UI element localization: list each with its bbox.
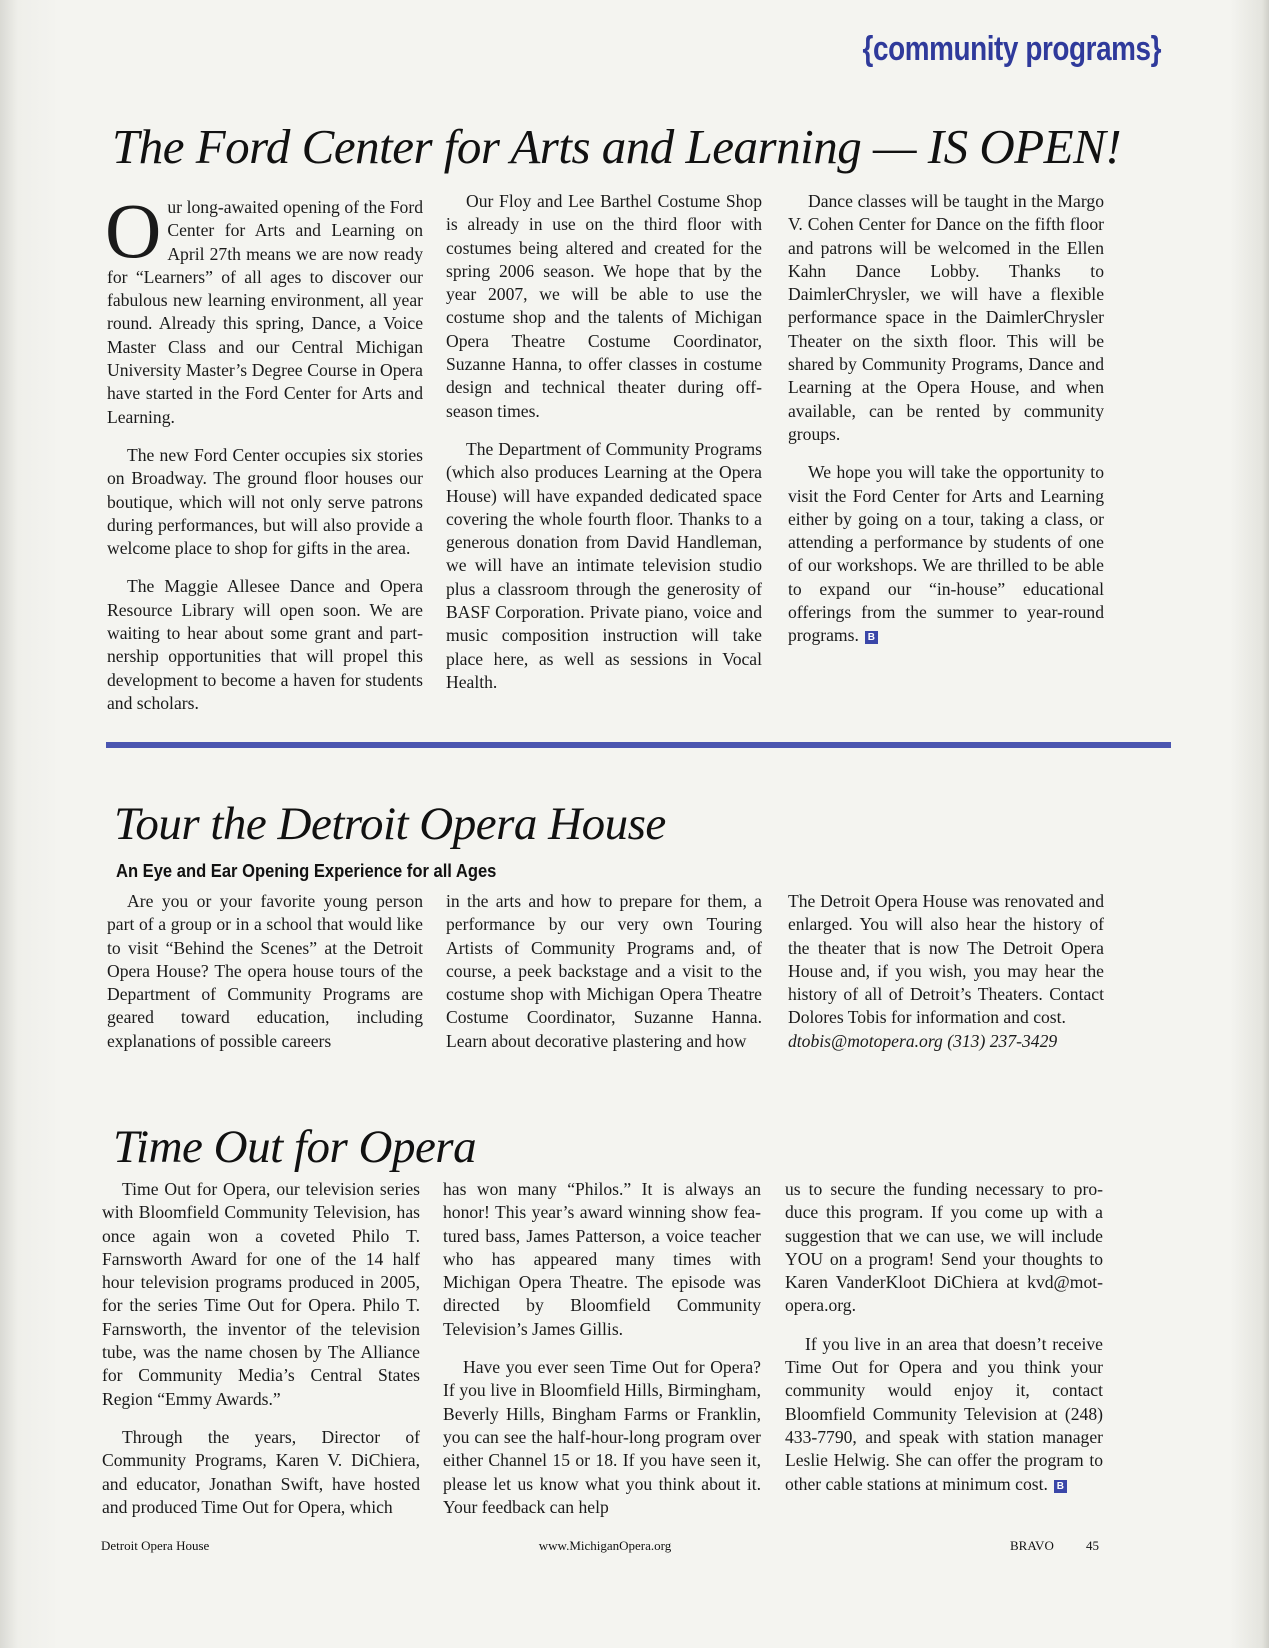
tour-contact: dtobis@motopera.org (313) 237-3429 — [788, 1030, 1058, 1051]
time-column-1 — [102, 1178, 420, 1534]
ford-paragraph-1: Our long-awaited opening of the Ford Center for Arts and Learning on April 27th means we are now ready for “Learners” of all ages to discover our fabulous new learning environment, all year round. Already this spring, Dance, a Voice Master Class and our Central Michigan University Master’s Degree Course in Opera have started in the Ford Center for Arts and Learning. — [105, 187, 423, 427]
time-column-2 — [443, 1178, 761, 1534]
ford-paragraph-2: The new Ford Center occupies six stories on Broadway. The ground floor houses our boutique, which will not only serve patrons during performances, but will also provide a welcome place to shop for gifts in the area. — [107, 444, 423, 559]
tour-paragraph-2: in the arts and how to prepare for them, a performance by our very own Touring Artists of Community Programs and, of course, a peek backstage and a visit to the costume shop with Michigan Opera Theatre Costume Coordinator, Suzanne Hanna. Learn about decorative plastering and how — [446, 891, 762, 1051]
tour-headline: Tour the Detroit Opera House — [114, 798, 666, 850]
section-tag: {community programs} — [862, 30, 1161, 68]
drop-cap: O — [105, 187, 162, 274]
ford-paragraph-7: We hope you will take the opportunity to visit the Ford Center for Arts and Learning either by going on a tour, taking a class, or attending a performance by students of one of our workshops. We are thrilled to be able to expand our “in-house” educational offerings from the summer to year-round programs. B — [788, 462, 1104, 646]
ford-column-3 — [788, 190, 1104, 663]
ford-paragraph-3: The Maggie Allesee Dance and Opera Resource Library will open soon. We are waiting to hear about some grant and partnership opportunities that will propel this development to become a haven for students and scholars. — [107, 576, 423, 713]
time-column-3 — [785, 1178, 1103, 1511]
bravo-end-mark-icon: B — [1054, 1480, 1067, 1493]
ford-column-1 — [105, 187, 423, 730]
ford-paragraph-4: Our Floy and Lee Barthel Costume Shop is already in use on the third floor with costumes being altered and created for the spring 2006 season. We hope that by the year 2007, we will be able to use the costume shop and the talents of Michigan Opera Theatre Costume Coordinator, Suzanne Hanna, to offer classes in costume design and technical theater during off-season times. — [446, 191, 762, 421]
ford-paragraph-5: The Department of Community Programs (which also produces Learning at the Opera House) will have expanded dedicated space covering the whole fourth floor. Thanks to a generous donation from David Handleman, we will have an intimate television studio plus a classroom through the generosity of BASF Corporation. Private piano, voice and music composition instruction will take place here, as well as sessions in Vocal Health. — [446, 438, 762, 692]
time-paragraph-4: Have you ever seen Time Out for Opera? If you live in Bloomfield Hills, Birmingham, Beverly Hills, Bingham Farms or Franklin, you can see the half-hour-long program over either Channel 15 or 18. If you have seen it, please let us know what you think about it. Your feedback can help — [443, 1357, 761, 1517]
tour-column-1 — [107, 890, 423, 1068]
ford-column-2 — [446, 190, 762, 709]
page-number: 45 — [1086, 1538, 1099, 1553]
footer-left: Detroit Opera House — [101, 1538, 210, 1553]
footer-url: www.MichiganOpera.org — [538, 1538, 672, 1553]
time-paragraph-3: has won many “Philos.” It is always an honor! This year’s award winning show featured bass, James Patterson, a voice teacher who has appeared many times with Michigan Opera Theatre. The episode was directed by Bloomfield Community Television’s James Gillis. — [443, 1179, 761, 1339]
bravo-end-mark-icon: B — [865, 631, 878, 644]
time-paragraph-5: us to secure the funding necessary to produce this program. If you come up with a suggestion that we can use, we will include YOU on a program! Send your thoughts to Karen VanderKloot DiChiera at kvd@motopera.org. — [785, 1179, 1103, 1316]
ford-paragraph-6: Dance classes will be taught in the Margo V. Cohen Center for Dance on the fifth floor and patrons will be welcomed in the Ellen Kahn Dance Lobby. Thanks to DaimlerChrysler, we will have a flexible performance space in the DaimlerChrysler Theater on the sixth floor. This will be shared by Community Programs, Dance and Learning at the Opera House, and when available, can be rented by community groups. — [788, 191, 1104, 444]
section-divider-rule — [106, 742, 1171, 748]
tour-subheadline: An Eye and Ear Opening Experience for all Ages — [116, 861, 497, 881]
tour-column-3 — [788, 890, 1104, 1053]
time-paragraph-2: Through the years, Director of Community Programs, Karen V. DiChiera, and educator, Jonathan Swift, have hosted and produced Time Out for Opera, which — [102, 1426, 420, 1517]
time-paragraph-6: If you live in an area that doesn’t receive Time Out for Opera and you think your community would enjoy it, contact Bloomfield Community Television at (248) 433-7790, and speak with station manager Leslie Helwig. She can offer the program to other cable stations at minimum cost. B — [785, 1333, 1103, 1494]
tour-paragraph-3: The Detroit Opera House was renovated and enlarged. You will also hear the history of the theater that is now The Detroit Opera House and, if you wish, you may hear the history of all of Detroit’s Theaters. Contact Dolores Tobis for information and cost. dtobis@motopera.org (313) 237-3429 — [788, 891, 1104, 1051]
tour-column-2 — [446, 890, 762, 1068]
time-paragraph-1: Time Out for Opera, our television series with Bloomfield Community Television, has once again won a coveted Philo T. Farnsworth Award for one of the 14 half hour television programs produced in 2005, for the series Time Out for Opera. Philo T. Farnsworth, the inventor of the television tube, was the name chosen by The Alliance for Community Media’s Central States Region “Emmy Awards.” — [102, 1179, 420, 1409]
ford-center-headline: The Ford Center for Arts and Learning — IS OPEN! — [112, 119, 1122, 174]
tour-paragraph-1: Are you or your favorite young person part of a group or in a school that would like to visit “Behind the Scenes” at the Detroit Opera House? The opera house tours of the Department of Community Programs are geared toward education, including explanations of possible careers — [107, 891, 423, 1051]
time-out-headline: Time Out for Opera — [113, 1121, 477, 1173]
footer-magazine: BRAVO — [1010, 1538, 1054, 1553]
